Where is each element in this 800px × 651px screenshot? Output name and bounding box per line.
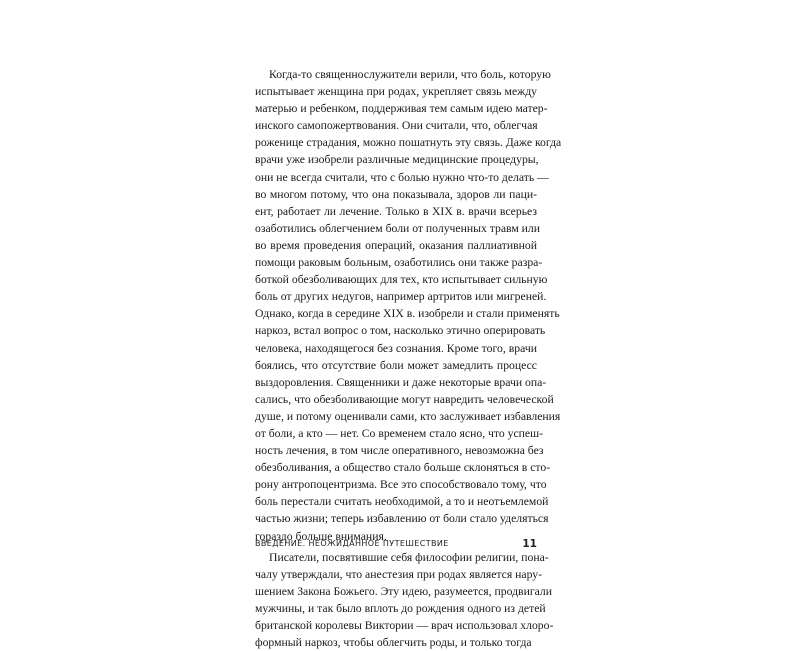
- running-head: ВВЕДЕНИЕ. НЕОЖИДАННОЕ ПУТЕШЕСТВИЕ: [255, 539, 449, 548]
- page-footer: [255, 537, 537, 551]
- text-line: человека, находящегося без сознания. Кроме того, врачи: [255, 341, 537, 355]
- text-line: роженице страдания, можно пошатнуть эту связь. Даже когда: [255, 136, 562, 150]
- text-line: ент, работает ли лечение. Только в XIX в. врачи всерьез: [255, 204, 537, 218]
- text-line: матерью и ребенком, поддерживая тем самым идею матер-: [255, 102, 548, 116]
- text-line: Однако, когда в середине XIX в. изобрели и стали применять: [255, 307, 560, 321]
- text-line: рону антропоцентризма. Все это способствовало тому, что: [255, 478, 547, 492]
- text-line: боткой обезболивающих для тех, кто испытывает сильную: [255, 273, 548, 287]
- text-line: инского самопожертвования. Они считали, что, облегчая: [255, 119, 538, 133]
- text-line: озаботились облегчением боли от полученных травм или: [255, 221, 541, 235]
- text-line: шением Закона Божьего. Эту идею, разумеется, продвигали: [255, 584, 552, 598]
- text-line: ность лечения, в том числе оперативного, невозможна без: [255, 444, 544, 458]
- text-line: британской королевы Виктории — врач использовал хлоро-: [255, 619, 554, 632]
- text-line: боль перестали считать необходимой, а то и неотъемлемой: [255, 495, 549, 509]
- text-line: помощи раковым больным, озаботились они также разра-: [255, 256, 543, 270]
- text-line: мужчины, и так было вплоть до рождения одного из детей: [255, 601, 546, 615]
- text-line: душе, и потому оценивали сами, кто заслуживает избавления: [255, 409, 561, 423]
- page-number: 11: [522, 538, 537, 550]
- text-line: чалу утверждали, что анестезия при родах является нару-: [255, 567, 543, 581]
- text-line: Когда-то священнослужители верили, что боль, которую: [269, 68, 551, 81]
- text-line: боль от других недугов, например артритов или мигреней.: [255, 290, 547, 304]
- text-line: формный наркоз, чтобы облегчить роды, и только тогда: [255, 636, 532, 650]
- text-line: врачи уже изобрели различные медицинские процедуры,: [255, 153, 539, 167]
- text-line: обезболивания, а общество стало больше склоняться в сто-: [255, 461, 551, 475]
- text-line: во время проведения операций, оказания паллиативной: [255, 238, 537, 252]
- text-line: частью жизни; теперь избавлению от боли стало уделяться: [255, 512, 549, 526]
- paragraph: [255, 66, 562, 545]
- text-line: гораздо больше внимания.: [255, 529, 387, 543]
- text-line: от боли, а кто — нет. Со временем стало ясно, что успеш-: [255, 426, 544, 440]
- text-line: наркоз, встал вопрос о том, насколько этично оперировать: [255, 324, 546, 338]
- body-text: [255, 66, 562, 651]
- text-line: испытывает женщина при родах, укрепляет связь между: [255, 85, 537, 99]
- text-line: во многом потому, что она показывала, здоров ли паци-: [255, 187, 537, 201]
- text-line: выздоровления. Священники и даже некоторые врачи опа-: [255, 375, 547, 389]
- text-line: сались, что обезболивающие могут навредить человеческой: [255, 392, 554, 406]
- text-line: Писатели, посвятившие себя философии религии, пона-: [269, 550, 549, 564]
- text-line: они не всегда считали, что с болью нужно что-то делать —: [255, 170, 549, 184]
- text-line: боялись, что отсутствие боли может замедлить процесс: [255, 358, 537, 372]
